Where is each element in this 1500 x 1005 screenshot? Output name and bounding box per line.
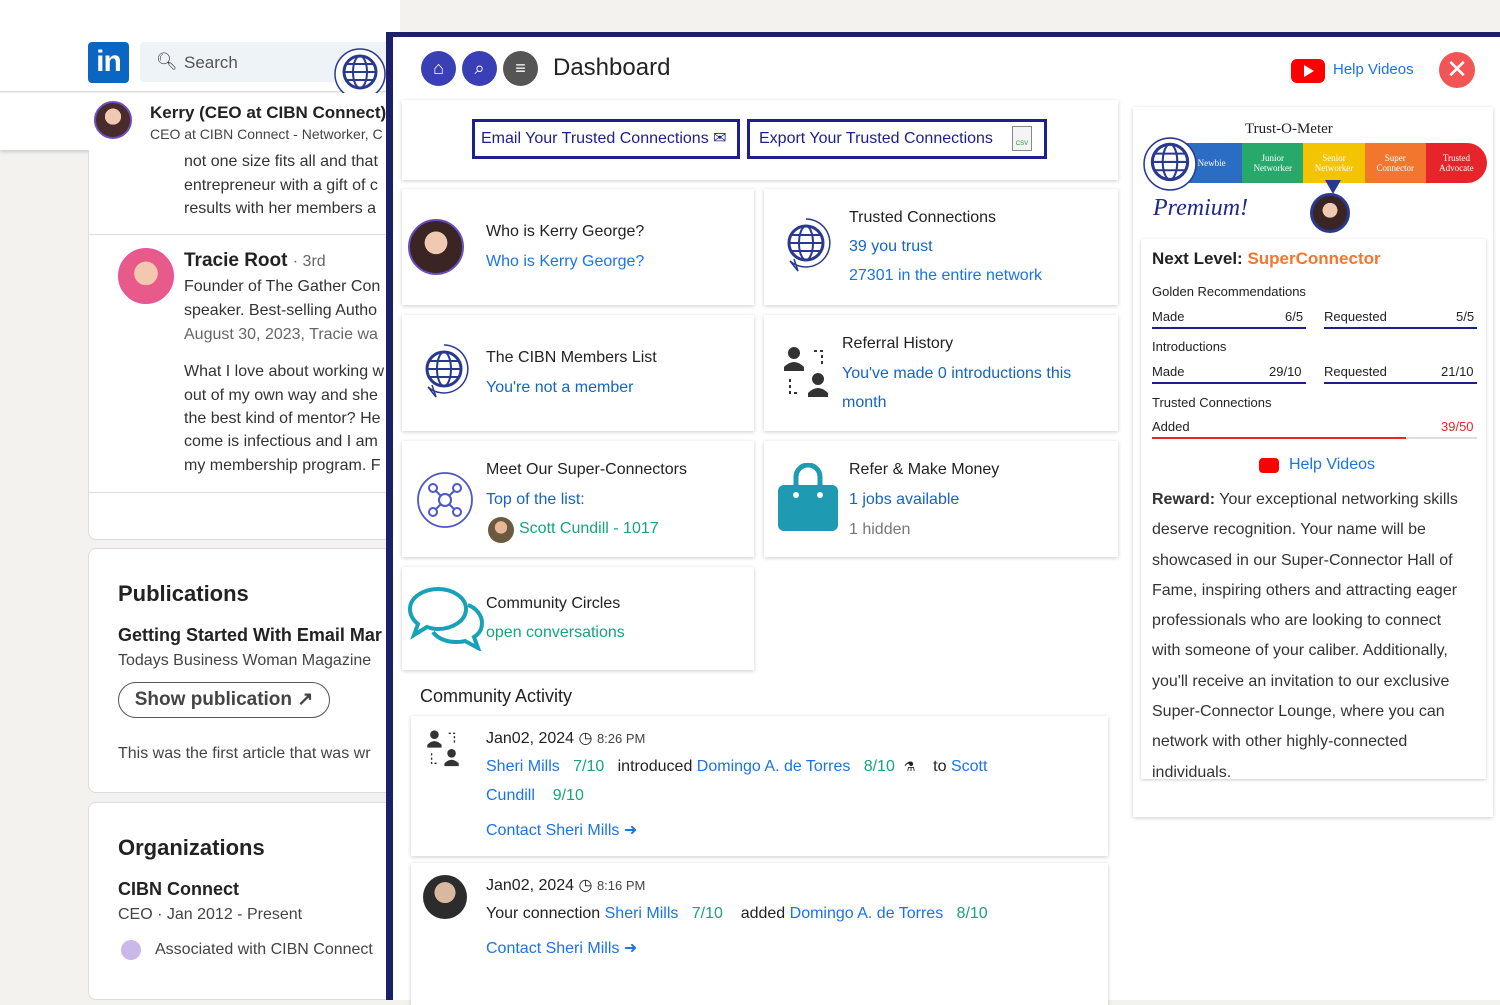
contact-link[interactable]: Contact Sheri Mills ➜ [486,940,638,957]
stat-label: Requested [1324,364,1387,379]
stat-value: 21/10 [1441,364,1474,379]
arrow-circle-right-icon: ➜ [623,822,638,839]
super-connectors-card[interactable] [402,441,754,557]
publication-title: Getting Started With Email Mar [118,625,382,645]
open-conversations-link[interactable]: open conversations [486,624,625,641]
card-title: Trusted Connections [849,209,997,226]
card-title: Referral History [842,335,954,352]
score: 9/10 [552,787,584,804]
contact-link[interactable]: Contact Sheri Mills ➜ [486,822,638,839]
trust-meter-title: Trust-O-Meter [1245,121,1333,137]
activity-item [411,863,1108,1005]
membership-status[interactable]: You're not a member [486,379,634,396]
recommender-name-line[interactable]: Tracie Root · 3rd [184,250,326,271]
network-hub-icon [416,471,474,529]
person-link[interactable]: Sheri Mills [604,905,679,922]
external-link-icon: ↗ [297,689,314,710]
avatar [1310,193,1350,233]
people-connect-icon [778,345,834,401]
card-title: Meet Our Super-Connectors [486,461,687,478]
top-of-list-label: Top of the list: [486,491,585,508]
avatar [408,219,464,275]
close-icon[interactable]: ✕ [1439,52,1475,88]
person-link[interactable]: Scott [950,758,988,775]
recommendation-line: come is infectious and I am [184,433,378,450]
search-placeholder: Search [184,53,238,72]
csv-file-icon: CSV [1012,126,1032,151]
home-icon[interactable]: ⌂ [421,51,456,86]
search-icon[interactable]: ⌕ [462,51,497,86]
person-link[interactable]: Domingo A. de Torres [696,758,851,775]
organizations-heading: Organizations [118,835,265,860]
publications-card [88,548,398,793]
stat-label: Made [1152,309,1185,324]
stat-value: 39/50 [1441,419,1474,434]
refer-make-money-card[interactable] [764,441,1118,557]
stat-value: 6/5 [1285,309,1304,324]
trust-o-meter-panel [1133,107,1493,817]
progress-line [1324,327,1477,329]
linkedin-logo-icon[interactable]: in [88,42,129,83]
organization-icon [121,940,141,960]
publication-description: This was the first article that was wr [118,745,371,762]
intros-heading: Introductions [1152,339,1227,354]
trust-meter-bar [1181,143,1487,183]
referral-summary: month [842,394,887,411]
progress-line [1324,382,1477,384]
score: 8/10 [863,758,895,775]
stat-value: 5/5 [1456,309,1475,324]
trusted-connections-card[interactable] [764,189,1118,305]
meter-segment: Junior Networker [1242,143,1303,183]
recommendation-date: August 30, 2023, Tracie wa [184,326,378,343]
person-link[interactable]: Cundill [486,787,535,804]
organization-role: CEO · Jan 2012 - Present [118,906,303,923]
email-connections-button[interactable]: Email Your Trusted Connections ✉ [472,119,740,159]
dashboard-header [393,37,1500,99]
avatar[interactable] [94,101,132,139]
meter-segment: Super Connector [1365,143,1426,183]
premium-badge: Premium! [1153,195,1249,221]
card-title: The CIBN Members List [486,349,657,366]
jobs-hidden: 1 hidden [849,521,911,538]
shopping-bag-icon [778,463,838,533]
person-link[interactable]: Domingo A. de Torres [789,905,944,922]
recommendation-line: my membership program. F [184,457,381,474]
people-connect-icon: ⚗ [903,759,916,774]
activity-text [486,787,584,805]
stat-value: 29/10 [1269,364,1302,379]
meter-segment: Newbie [1181,143,1242,183]
cibn-globe-icon [1143,137,1197,191]
score: 7/10 [691,905,723,922]
recommendations-card [88,150,398,540]
progress-track [1152,437,1477,439]
youtube-icon[interactable] [1291,59,1325,83]
golden-heading: Golden Recommendations [1152,284,1306,299]
recommendation-line: What I love about working w [184,363,385,380]
next-level: Next Level: SuperConnector [1152,249,1381,268]
card-title: Community Circles [486,595,621,612]
card-title: Who is Kerry George? [486,223,645,240]
person-link[interactable]: Sheri Mills [486,758,560,775]
activity-text: Sheri Mills 7/10 introduced Domingo A. de Torres 8/10 ⚗ to Scott [486,758,988,775]
cibn-globe-icon [418,343,470,399]
avatar [488,517,514,543]
organizations-card [88,802,398,1000]
clock-icon: ◷ [578,877,593,894]
referral-history-card[interactable] [764,315,1118,431]
meter-pointer-icon [1325,180,1341,194]
progress-line [1152,327,1306,329]
reward-text: Reward: Your exceptional networking skills deserve recognition. Your name will be showcased in our Super-Connector Hall of Fame, inspiring others and attracting eager professionals who are looking to connect with someone of your caliber. Additionally, you'll receive an invitation to our exclusive Super-Connector Lounge, where you can network with other highly-connected individuals. [1152,491,1458,781]
meter-segment: Trusted Advocate [1426,143,1487,183]
score: 8/10 [956,905,988,922]
referral-summary: You've made 0 introductions this [842,365,1072,382]
linkedin-profile-bar [0,93,395,150]
youtube-icon[interactable] [1259,458,1279,473]
stat-label: Requested [1324,309,1387,324]
profile-name: Kerry (CEO at CIBN Connect) [150,103,387,122]
organization-association: Associated with CIBN Connect [155,941,373,958]
profile-subtitle: CEO at CIBN Connect - Networker, C [150,126,383,142]
help-videos-link[interactable]: Help Videos [1333,61,1414,78]
who-is-card[interactable] [402,189,754,305]
avatar [423,875,467,919]
organization-name: CIBN Connect [118,879,239,899]
recommender-line: Founder of The Gather Con [184,278,381,295]
export-connections-button[interactable]: Export Your Trusted Connections CSV [747,119,1047,159]
chat-bubbles-icon [404,585,486,651]
export-bar [402,100,1118,180]
menu-icon[interactable]: ≡ [503,51,538,86]
page-title: Dashboard [553,54,671,81]
card-title: Refer & Make Money [849,461,1000,478]
publication-publisher: Todays Business Woman Magazine [118,652,372,669]
recommender-line: speaker. Best-selling Autho [184,302,378,319]
cibn-globe-icon [780,217,832,273]
clock-icon: ◷ [578,730,593,747]
cibn-dashboard-overlay [386,32,1500,1000]
stat-label: Added [1152,419,1190,434]
top-super-connector[interactable]: Scott Cundill - 1017 [519,520,659,537]
meter-segment: Senior Networker [1303,143,1364,183]
people-connect-icon [423,726,463,772]
you-trust-count[interactable]: 39 you trust [849,238,933,255]
post-line: not one size fits all and that [184,153,378,170]
post-line: entrepreneur with a gift of c [184,177,378,194]
activity-timestamp: Jan02, 2024 ◷ 8:26 PM [486,730,646,747]
envelope-icon: ✉ [713,130,727,147]
post-line: results with her members a [184,200,377,217]
network-count[interactable]: 27301 in the entire network [849,267,1043,284]
trusted-heading: Trusted Connections [1152,395,1272,410]
recommendation-line: out of my own way and she [184,387,378,404]
divider [89,492,398,493]
activity-item [411,716,1108,856]
show-publication-button[interactable]: Show publication ↗ [118,682,330,718]
stat-label: Made [1152,364,1185,379]
arrow-circle-right-icon: ➜ [623,940,638,957]
jobs-available[interactable]: 1 jobs available [849,491,960,508]
divider [89,234,398,235]
community-activity-heading: Community Activity [420,686,573,706]
activity-timestamp: Jan02, 2024 ◷ 8:16 PM [486,877,646,894]
score: 7/10 [573,758,605,775]
recommendation-line: the best kind of mentor? He [184,410,381,427]
publications-heading: Publications [118,581,249,606]
who-is-link[interactable]: Who is Kerry George? [486,253,645,270]
help-videos-link[interactable]: Help Videos [1289,456,1375,473]
members-list-card[interactable] [402,315,754,431]
progress-fill [1152,437,1406,439]
activity-text: Your connection Sheri Mills 7/10 added Domingo A. de Torres 8/10 [486,905,988,922]
community-circles-card[interactable] [402,567,754,670]
avatar[interactable] [118,248,174,304]
progress-line [1152,382,1306,384]
search-icon: 🔍︎ [156,52,178,71]
